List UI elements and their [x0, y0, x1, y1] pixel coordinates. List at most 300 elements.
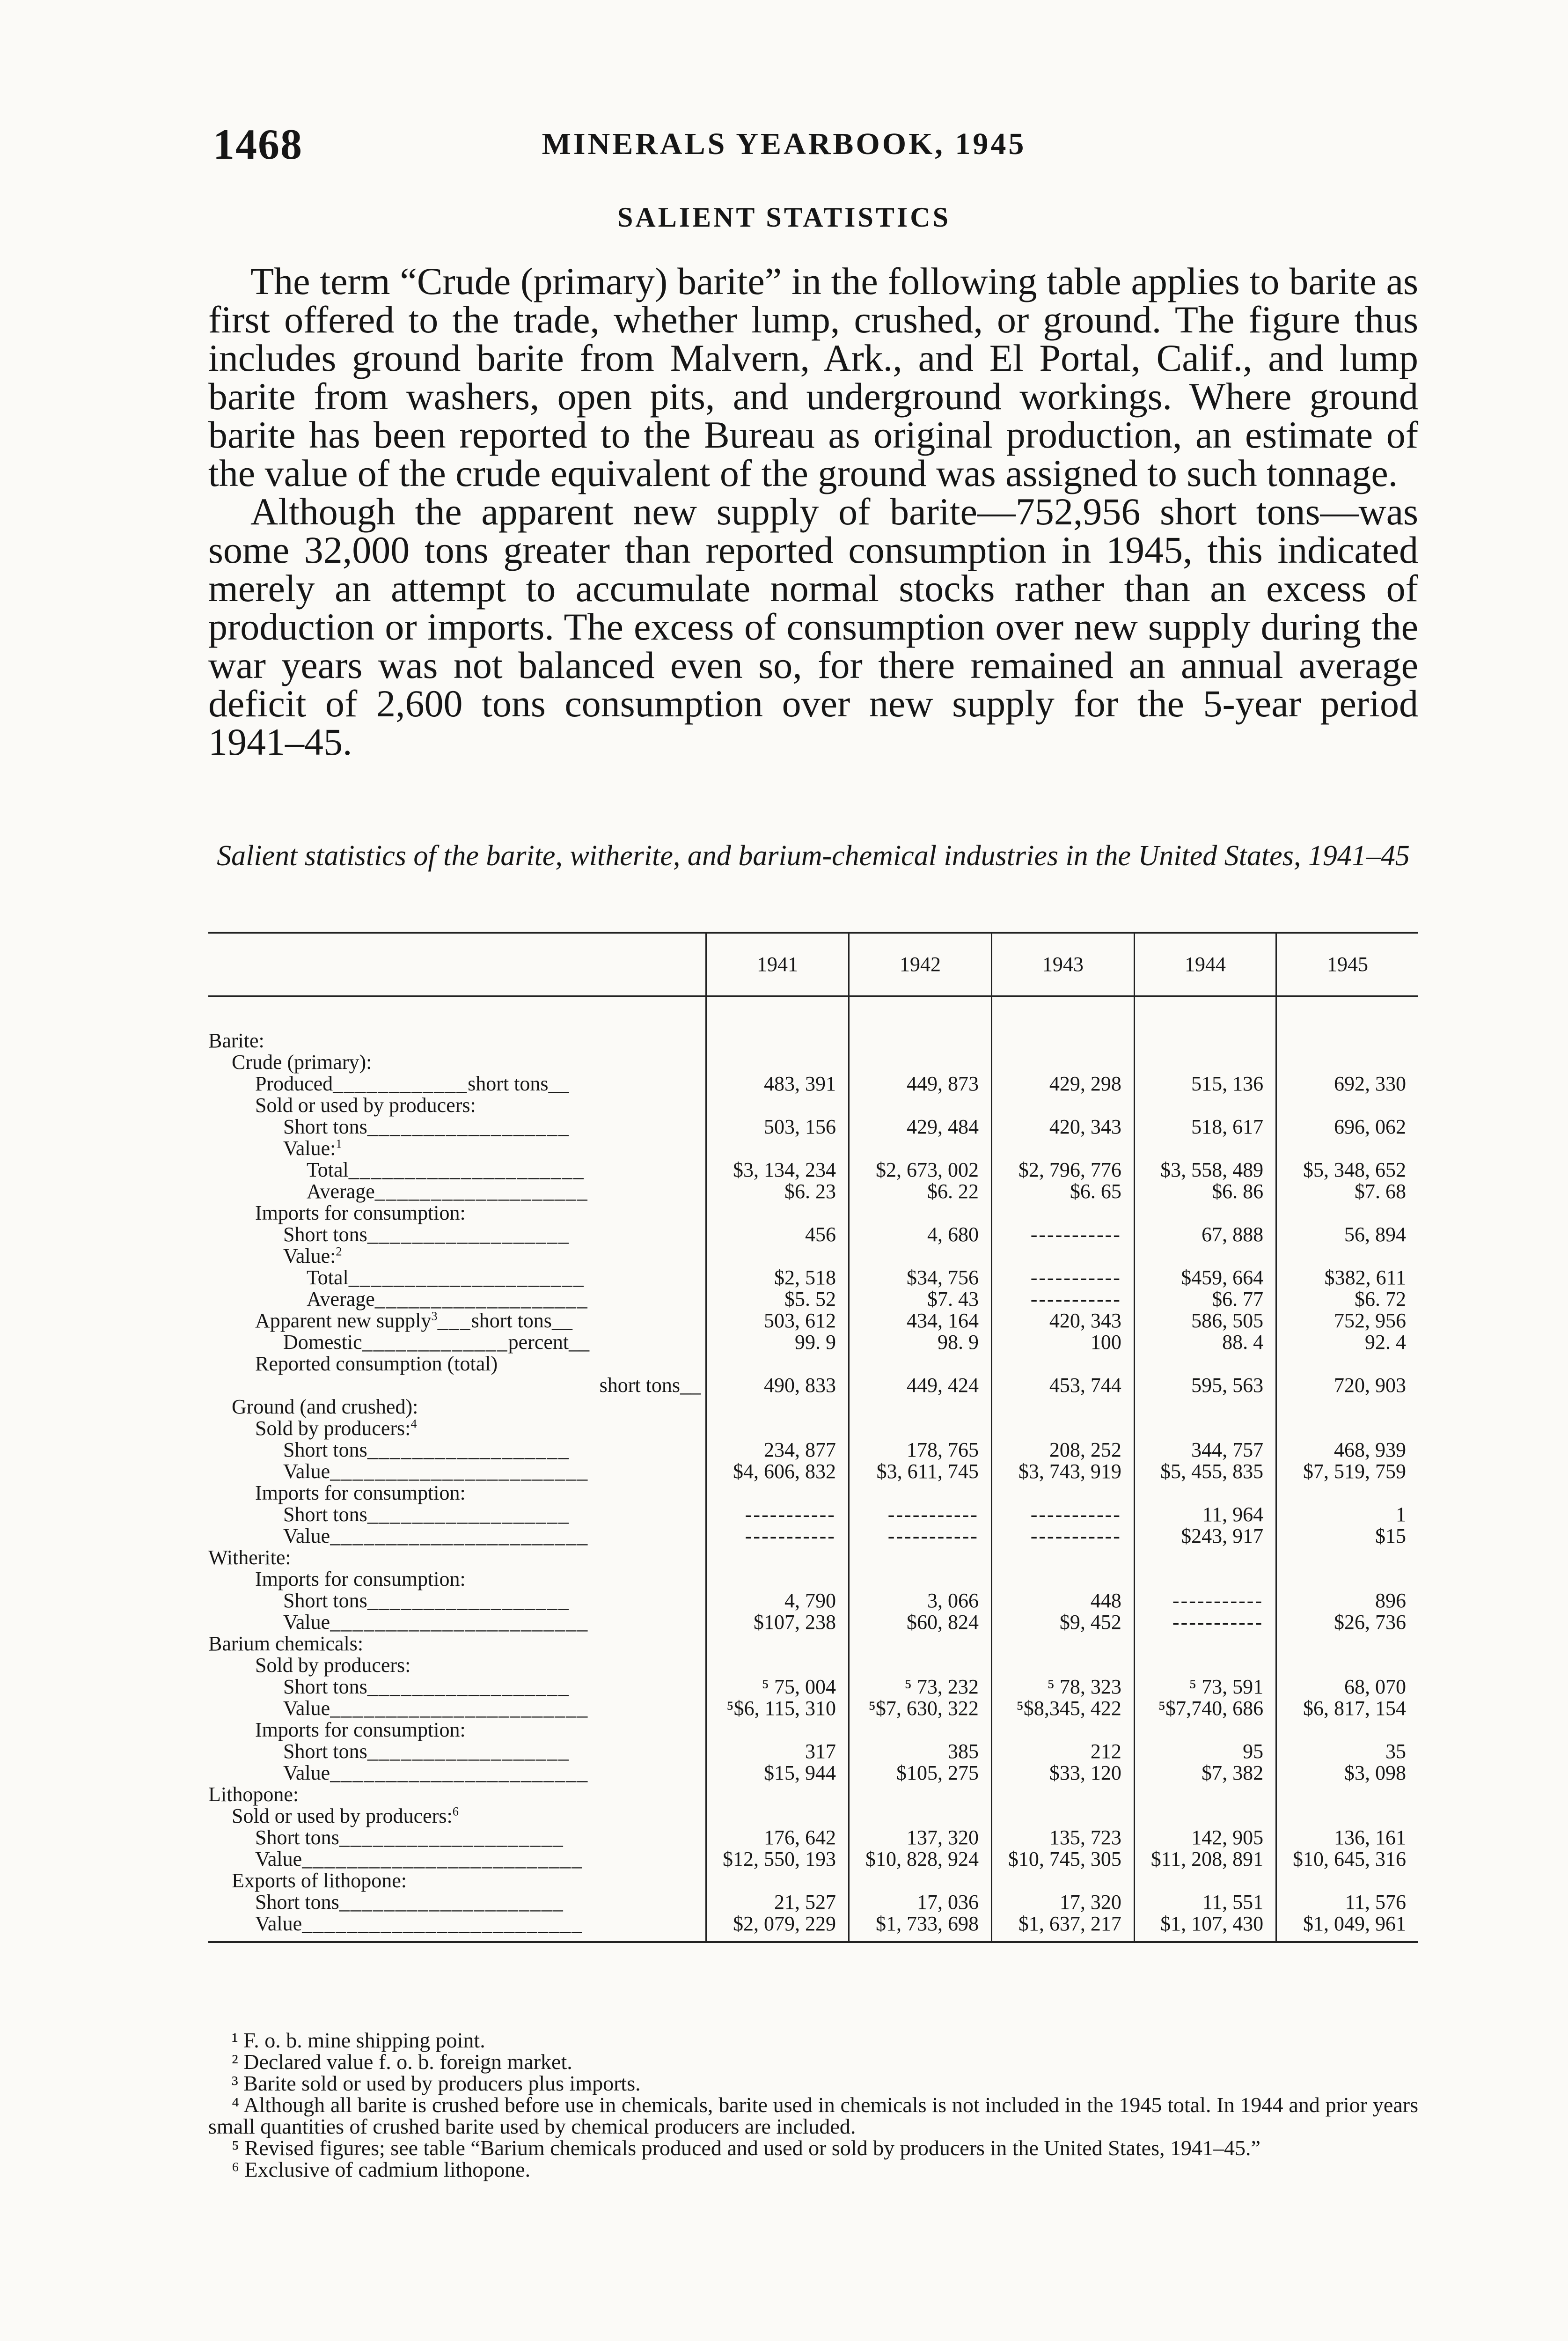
value-cell-1942: 434, 164	[849, 1310, 991, 1332]
row-label	[208, 1353, 706, 1375]
value-cell-1942	[849, 1052, 991, 1073]
table-row	[208, 1030, 1418, 1052]
value-cell-1942: $60, 824	[849, 1612, 991, 1633]
value-cell-1941: 234, 877	[706, 1439, 849, 1461]
value-cell-1941: ⁵$6, 115, 310	[706, 1698, 849, 1719]
value-cell-1942	[849, 1418, 991, 1439]
value-cell-1941: 176, 642	[706, 1827, 849, 1848]
value-cell-1945: 11, 576	[1276, 1892, 1418, 1913]
row-label	[208, 1138, 706, 1159]
value-cell-1941	[706, 1095, 849, 1116]
value-cell-1943	[991, 1052, 1134, 1073]
table-row	[208, 1612, 1418, 1633]
value-cell-1944: 11, 964	[1134, 1504, 1276, 1525]
value-cell-1944	[1134, 1655, 1276, 1676]
leader-dots: _________________________	[302, 1848, 583, 1870]
table-row	[208, 1332, 1418, 1353]
footnote-ref: 6	[452, 1804, 459, 1818]
value-cell-1944: 518, 617	[1134, 1116, 1276, 1138]
row-label-text: Value	[283, 1611, 330, 1634]
value-cell-1943	[991, 1805, 1134, 1827]
table-row	[208, 1288, 1418, 1310]
row-label	[208, 1375, 706, 1396]
value-cell-1944	[1134, 1202, 1276, 1224]
value-cell-1944: ⁵$7,740, 686	[1134, 1698, 1276, 1719]
value-cell-1945: 692, 330	[1276, 1073, 1418, 1095]
table-row	[208, 1827, 1418, 1848]
row-label-text: Value	[283, 1761, 330, 1784]
row-label-text: Value:	[283, 1137, 336, 1160]
row-label-text: Value	[283, 1697, 330, 1720]
year-header-1943: 1943	[991, 933, 1134, 996]
value-cell-1945: $26, 736	[1276, 1612, 1418, 1633]
table-row	[208, 1461, 1418, 1482]
value-cell-1942: 4, 680	[849, 1224, 991, 1245]
row-label	[208, 1805, 706, 1827]
value-cell-1942	[849, 1095, 991, 1116]
value-cell-1943: -----------	[991, 1504, 1134, 1525]
value-cell-1944: $459, 664	[1134, 1267, 1276, 1288]
table-row	[208, 1202, 1418, 1224]
value-cell-1944	[1134, 1245, 1276, 1267]
value-cell-1944: $6. 86	[1134, 1181, 1276, 1202]
row-label	[208, 1547, 706, 1568]
table-row	[208, 1052, 1418, 1073]
table-row	[208, 1267, 1418, 1288]
footnote-6: ⁶ Exclusive of cadmium lithopone.	[232, 2157, 531, 2181]
value-cell-1945: 92. 4	[1276, 1332, 1418, 1353]
value-cell-1943	[991, 1353, 1134, 1375]
value-cell-1945: $3, 098	[1276, 1762, 1418, 1784]
year-header-1942: 1942	[849, 933, 991, 996]
row-unit-suffix: percent	[508, 1331, 569, 1354]
value-cell-1944: $3, 558, 489	[1134, 1159, 1276, 1181]
value-cell-1945: $6, 817, 154	[1276, 1698, 1418, 1719]
leader-dots: _______________________	[330, 1524, 589, 1547]
leader-dots: __	[680, 1374, 701, 1397]
row-label	[208, 1676, 706, 1698]
paragraph-2: Although the apparent new supply of barite—752,956 short tons—was some 32,000 tons greater than reported consumption in 1945, this indicated merely an attempt to accumulate normal stocks rather than an excess of production or imports. The excess of consumption over new supply during the war years was not balanced even so, for there remained an annual average deficit of 2,600 tons consumption over new supply for the 5-year period 1941–45.	[208, 490, 1418, 763]
value-cell-1943: 135, 723	[991, 1827, 1134, 1848]
row-label	[208, 1590, 706, 1612]
value-cell-1943: -----------	[991, 1288, 1134, 1310]
value-cell-1943: 420, 343	[991, 1116, 1134, 1138]
table-row	[208, 1633, 1418, 1655]
value-cell-1943	[991, 1030, 1134, 1052]
spacer-cell	[208, 996, 706, 1030]
leader-dots: _________________________	[302, 1912, 583, 1935]
value-cell-1944	[1134, 1805, 1276, 1827]
row-label-text: Average	[307, 1180, 375, 1203]
value-cell-1945: 35	[1276, 1741, 1418, 1762]
value-cell-1943	[991, 1655, 1134, 1676]
leader-dots: __________________	[367, 1438, 570, 1461]
footnote-ref: 1	[336, 1136, 342, 1151]
table-row	[208, 1762, 1418, 1784]
year-header-1944: 1944	[1134, 933, 1276, 996]
value-cell-1943: 429, 298	[991, 1073, 1134, 1095]
value-cell-1941: -----------	[706, 1525, 849, 1547]
value-cell-1943: 212	[991, 1741, 1134, 1762]
row-label	[208, 1482, 706, 1504]
value-cell-1945: $6. 72	[1276, 1288, 1418, 1310]
table-row	[208, 1310, 1418, 1332]
year-header-1941: 1941	[706, 933, 849, 996]
value-cell-1944	[1134, 1633, 1276, 1655]
footnote-1: ¹ F. o. b. mine shipping point.	[232, 2028, 485, 2052]
value-cell-1941	[706, 1030, 849, 1052]
value-cell-1945	[1276, 1655, 1418, 1676]
table-row	[208, 1698, 1418, 1719]
row-label-text: Average	[307, 1288, 375, 1310]
row-label	[208, 1310, 706, 1332]
value-cell-1943	[991, 1719, 1134, 1741]
table-row	[208, 1547, 1418, 1568]
row-label	[208, 1633, 706, 1655]
value-cell-1943	[991, 1202, 1134, 1224]
value-cell-1944: 95	[1134, 1741, 1276, 1762]
row-label	[208, 1784, 706, 1805]
value-cell-1944: $7, 382	[1134, 1762, 1276, 1784]
value-cell-1943	[991, 1418, 1134, 1439]
value-cell-1945: 1	[1276, 1504, 1418, 1525]
value-cell-1942	[849, 1655, 991, 1676]
value-cell-1942: 449, 873	[849, 1073, 991, 1095]
row-label	[208, 1848, 706, 1870]
value-cell-1941	[706, 1568, 849, 1590]
value-cell-1942: $1, 733, 698	[849, 1913, 991, 1942]
value-cell-1943: $3, 743, 919	[991, 1461, 1134, 1482]
value-cell-1944: 88. 4	[1134, 1332, 1276, 1353]
leader-dots: ____________________	[339, 1826, 564, 1849]
year-header-1945: 1945	[1276, 933, 1418, 996]
value-cell-1944: 586, 505	[1134, 1310, 1276, 1332]
value-cell-1943: -----------	[991, 1525, 1134, 1547]
body-text	[208, 262, 1418, 761]
value-cell-1945: 752, 956	[1276, 1310, 1418, 1332]
leader-dots: __________________	[367, 1740, 570, 1763]
value-cell-1944: -----------	[1134, 1612, 1276, 1633]
value-cell-1942	[849, 1353, 991, 1375]
value-cell-1945: 468, 939	[1276, 1439, 1418, 1461]
row-label-text: Sold by producers:	[255, 1417, 411, 1440]
row-label	[208, 1202, 706, 1224]
value-cell-1941	[706, 1633, 849, 1655]
leader-dots: __	[569, 1331, 590, 1354]
leader-dots: __________________	[367, 1223, 570, 1246]
row-label	[208, 1159, 706, 1181]
value-cell-1943: $10, 745, 305	[991, 1848, 1134, 1870]
footnote-4: ⁴ Although all barite is crushed before use in chemicals, barite used in chemicals is not included in the 1945 total. In 1944 and prior years small quantities of crushed barite used by chemical producers are included.	[208, 2093, 1418, 2138]
table-row	[208, 1676, 1418, 1698]
row-label	[208, 1116, 706, 1138]
value-cell-1945	[1276, 1202, 1418, 1224]
leader-dots: ____________	[333, 1072, 468, 1095]
row-label-text: Imports for consumption:	[255, 1201, 466, 1224]
value-cell-1942: $10, 828, 924	[849, 1848, 991, 1870]
row-label	[208, 1224, 706, 1245]
row-label	[208, 1073, 706, 1095]
table-spacer-row	[208, 996, 1418, 1030]
value-cell-1943: 100	[991, 1332, 1134, 1353]
value-cell-1944	[1134, 1784, 1276, 1805]
value-cell-1943: $1, 637, 217	[991, 1913, 1134, 1942]
footnote-ref: 4	[410, 1416, 417, 1431]
value-cell-1943: 17, 320	[991, 1892, 1134, 1913]
value-cell-1944: 344, 757	[1134, 1439, 1276, 1461]
row-label	[208, 1719, 706, 1741]
footnote-ref: 3	[431, 1309, 438, 1323]
value-cell-1942: ⁵$7, 630, 322	[849, 1698, 991, 1719]
value-cell-1943: 420, 343	[991, 1310, 1134, 1332]
page-number: 1468	[213, 120, 303, 168]
row-label-text: Ground (and crushed):	[232, 1395, 418, 1418]
value-cell-1942: 429, 484	[849, 1116, 991, 1138]
row-label-text: Total	[307, 1266, 349, 1289]
value-cell-1945	[1276, 1805, 1418, 1827]
value-cell-1942: $3, 611, 745	[849, 1461, 991, 1482]
value-cell-1945	[1276, 1396, 1418, 1418]
value-cell-1944: 595, 563	[1134, 1375, 1276, 1396]
value-cell-1943: -----------	[991, 1267, 1134, 1288]
value-cell-1941: 483, 391	[706, 1073, 849, 1095]
leader-dots: __	[548, 1072, 569, 1095]
footnotes	[208, 2030, 1418, 2180]
value-cell-1944	[1134, 1095, 1276, 1116]
value-cell-1941	[706, 1245, 849, 1267]
leader-dots: __________________	[367, 1675, 570, 1698]
value-cell-1941	[706, 1138, 849, 1159]
value-cell-1943: $6. 65	[991, 1181, 1134, 1202]
row-label-text: Short tons	[283, 1740, 367, 1763]
value-cell-1945	[1276, 1633, 1418, 1655]
value-cell-1941: $6. 23	[706, 1181, 849, 1202]
row-label-text: Value:	[283, 1244, 336, 1267]
value-cell-1944	[1134, 1138, 1276, 1159]
value-cell-1945	[1276, 1870, 1418, 1892]
leader-dots: _______________________	[330, 1697, 589, 1720]
value-cell-1942: -----------	[849, 1525, 991, 1547]
row-label	[208, 1396, 706, 1418]
value-cell-1941	[706, 1353, 849, 1375]
value-cell-1943: ⁵$8,345, 422	[991, 1698, 1134, 1719]
row-unit-suffix: short tons	[471, 1309, 552, 1332]
row-label-text: Short tons	[283, 1223, 367, 1246]
value-cell-1943: 208, 252	[991, 1439, 1134, 1461]
table-row	[208, 1870, 1418, 1892]
table-row	[208, 1655, 1418, 1676]
row-label	[208, 1698, 706, 1719]
value-cell-1944: $11, 208, 891	[1134, 1848, 1276, 1870]
footnote-3: ³ Barite sold or used by producers plus imports.	[232, 2071, 641, 2095]
value-cell-1944: 142, 905	[1134, 1827, 1276, 1848]
value-cell-1941: $2, 079, 229	[706, 1913, 849, 1942]
row-label	[208, 1913, 706, 1942]
value-cell-1942	[849, 1870, 991, 1892]
row-label	[208, 1827, 706, 1848]
leader-dots: ___________________	[374, 1180, 588, 1203]
value-cell-1945	[1276, 1784, 1418, 1805]
value-cell-1942: $105, 275	[849, 1762, 991, 1784]
row-label-text: Short tons	[283, 1438, 367, 1461]
footnote-2: ² Declared value f. o. b. foreign market.	[232, 2050, 572, 2074]
value-cell-1941: 490, 833	[706, 1375, 849, 1396]
value-cell-1941	[706, 1784, 849, 1805]
row-label-text: Witherite:	[208, 1546, 291, 1569]
value-cell-1945: $7. 68	[1276, 1181, 1418, 1202]
row-label	[208, 1504, 706, 1525]
value-cell-1941: $2, 518	[706, 1267, 849, 1288]
leader-dots: _______________________	[330, 1761, 589, 1784]
row-label	[208, 1461, 706, 1482]
table-body	[208, 996, 1418, 1942]
row-label-text: Exports of lithopone:	[232, 1869, 407, 1892]
value-cell-1945	[1276, 1052, 1418, 1073]
value-cell-1941: 21, 527	[706, 1892, 849, 1913]
row-label	[208, 1892, 706, 1913]
value-cell-1945: 720, 903	[1276, 1375, 1418, 1396]
value-cell-1945: $5, 348, 652	[1276, 1159, 1418, 1181]
value-cell-1944	[1134, 1547, 1276, 1568]
value-cell-1942	[849, 1719, 991, 1741]
value-cell-1945	[1276, 1095, 1418, 1116]
value-cell-1942: ⁵ 73, 232	[849, 1676, 991, 1698]
value-cell-1945: $10, 645, 316	[1276, 1848, 1418, 1870]
row-unit-suffix: short tons	[468, 1072, 549, 1095]
value-cell-1942: $6. 22	[849, 1181, 991, 1202]
value-cell-1942	[849, 1396, 991, 1418]
value-cell-1941: -----------	[706, 1504, 849, 1525]
leader-dots: _____________________	[348, 1158, 585, 1181]
salient-statistics-table	[208, 932, 1418, 1943]
leader-dots: _____________	[362, 1331, 508, 1354]
value-cell-1941	[706, 1719, 849, 1741]
row-label-text: Imports for consumption:	[255, 1568, 466, 1590]
row-unit-suffix: short tons	[599, 1374, 680, 1397]
row-label-text: Crude (primary):	[232, 1051, 372, 1074]
value-cell-1942	[849, 1547, 991, 1568]
value-cell-1943	[991, 1482, 1134, 1504]
row-label-text: Sold by producers:	[255, 1654, 411, 1677]
value-cell-1943	[991, 1095, 1134, 1116]
row-label	[208, 1095, 706, 1116]
row-label-text: Short tons	[283, 1675, 367, 1698]
footnote-ref: 2	[336, 1244, 342, 1259]
spacer-cell	[706, 996, 849, 1030]
value-cell-1941: $107, 238	[706, 1612, 849, 1633]
label-column-header	[208, 933, 706, 996]
value-cell-1942	[849, 1245, 991, 1267]
value-cell-1945	[1276, 1353, 1418, 1375]
value-cell-1945: $7, 519, 759	[1276, 1461, 1418, 1482]
value-cell-1943: -----------	[991, 1224, 1134, 1245]
table-row	[208, 1116, 1418, 1138]
table-row	[208, 1138, 1418, 1159]
value-cell-1944: $6. 77	[1134, 1288, 1276, 1310]
table-row	[208, 1224, 1418, 1245]
table-row	[208, 1741, 1418, 1762]
table-row	[208, 1719, 1418, 1741]
leader-dots: __________________	[367, 1503, 570, 1526]
value-cell-1942: $2, 673, 002	[849, 1159, 991, 1181]
value-cell-1941	[706, 1396, 849, 1418]
value-cell-1942: 3, 066	[849, 1590, 991, 1612]
table-row	[208, 1159, 1418, 1181]
value-cell-1945: 696, 062	[1276, 1116, 1418, 1138]
value-cell-1945	[1276, 1418, 1418, 1439]
table-row	[208, 1784, 1418, 1805]
value-cell-1941: $5. 52	[706, 1288, 849, 1310]
row-label	[208, 1762, 706, 1784]
value-cell-1942: 17, 036	[849, 1892, 991, 1913]
table-row	[208, 1892, 1418, 1913]
value-cell-1944	[1134, 1396, 1276, 1418]
value-cell-1942: 385	[849, 1741, 991, 1762]
table-row	[208, 1353, 1418, 1375]
value-cell-1941: $15, 944	[706, 1762, 849, 1784]
row-label-text: Produced	[255, 1072, 333, 1095]
value-cell-1945: 896	[1276, 1590, 1418, 1612]
value-cell-1943: 448	[991, 1590, 1134, 1612]
value-cell-1941	[706, 1655, 849, 1676]
row-label-text: Barite:	[208, 1029, 264, 1052]
row-label-text: Value	[255, 1848, 302, 1870]
leader-dots: ____________________	[339, 1891, 564, 1914]
value-cell-1943	[991, 1396, 1134, 1418]
value-cell-1943: $33, 120	[991, 1762, 1134, 1784]
value-cell-1942	[849, 1784, 991, 1805]
leader-dots: __________________	[367, 1115, 570, 1138]
value-cell-1942: -----------	[849, 1504, 991, 1525]
value-cell-1943: 453, 744	[991, 1375, 1134, 1396]
row-label-text: Sold or used by producers:	[255, 1094, 476, 1117]
value-cell-1941: 317	[706, 1741, 849, 1762]
row-label	[208, 1655, 706, 1676]
leader-dots: __________________	[367, 1589, 570, 1612]
value-cell-1944: $243, 917	[1134, 1525, 1276, 1547]
row-label	[208, 1267, 706, 1288]
table-row	[208, 1482, 1418, 1504]
value-cell-1944	[1134, 1482, 1276, 1504]
table-caption: Salient statistics of the barite, witherite, and barium-chemical industries in the United States, 1941–45	[217, 840, 1410, 872]
value-cell-1941	[706, 1547, 849, 1568]
row-label-text: Total	[307, 1158, 349, 1181]
row-label-text: Short tons	[283, 1115, 367, 1138]
value-cell-1941	[706, 1482, 849, 1504]
value-cell-1944	[1134, 1719, 1276, 1741]
value-cell-1945: $15	[1276, 1525, 1418, 1547]
value-cell-1941: ⁵ 75, 004	[706, 1676, 849, 1698]
row-label-text: Barium chemicals:	[208, 1632, 364, 1655]
value-cell-1944: -----------	[1134, 1590, 1276, 1612]
value-cell-1943: ⁵ 78, 323	[991, 1676, 1134, 1698]
value-cell-1944: $5, 455, 835	[1134, 1461, 1276, 1482]
table-row	[208, 1181, 1418, 1202]
value-cell-1945	[1276, 1719, 1418, 1741]
value-cell-1944: 67, 888	[1134, 1224, 1276, 1245]
value-cell-1945	[1276, 1568, 1418, 1590]
value-cell-1944	[1134, 1030, 1276, 1052]
table-row	[208, 1525, 1418, 1547]
paragraph-1: The term “Crude (primary) barite” in the following table applies to barite as first offered to the trade, whether lump, crushed, or ground. The figure thus includes ground barite from Malvern, Ark., and El Portal, Calif., and lump barite from washers, open pits, and underground workings. Where ground barite has been reported to the Bureau as original production, an estimate of the value of the crude equivalent of the ground was assigned to such tonnage.	[208, 260, 1418, 494]
value-cell-1942	[849, 1030, 991, 1052]
value-cell-1941: $3, 134, 234	[706, 1159, 849, 1181]
row-label-text: Imports for consumption:	[255, 1718, 466, 1741]
row-label-text: Reported consumption (total)	[255, 1352, 498, 1375]
value-cell-1945	[1276, 1138, 1418, 1159]
row-label-text: Imports for consumption:	[255, 1481, 466, 1504]
leader-dots: __	[551, 1309, 572, 1332]
